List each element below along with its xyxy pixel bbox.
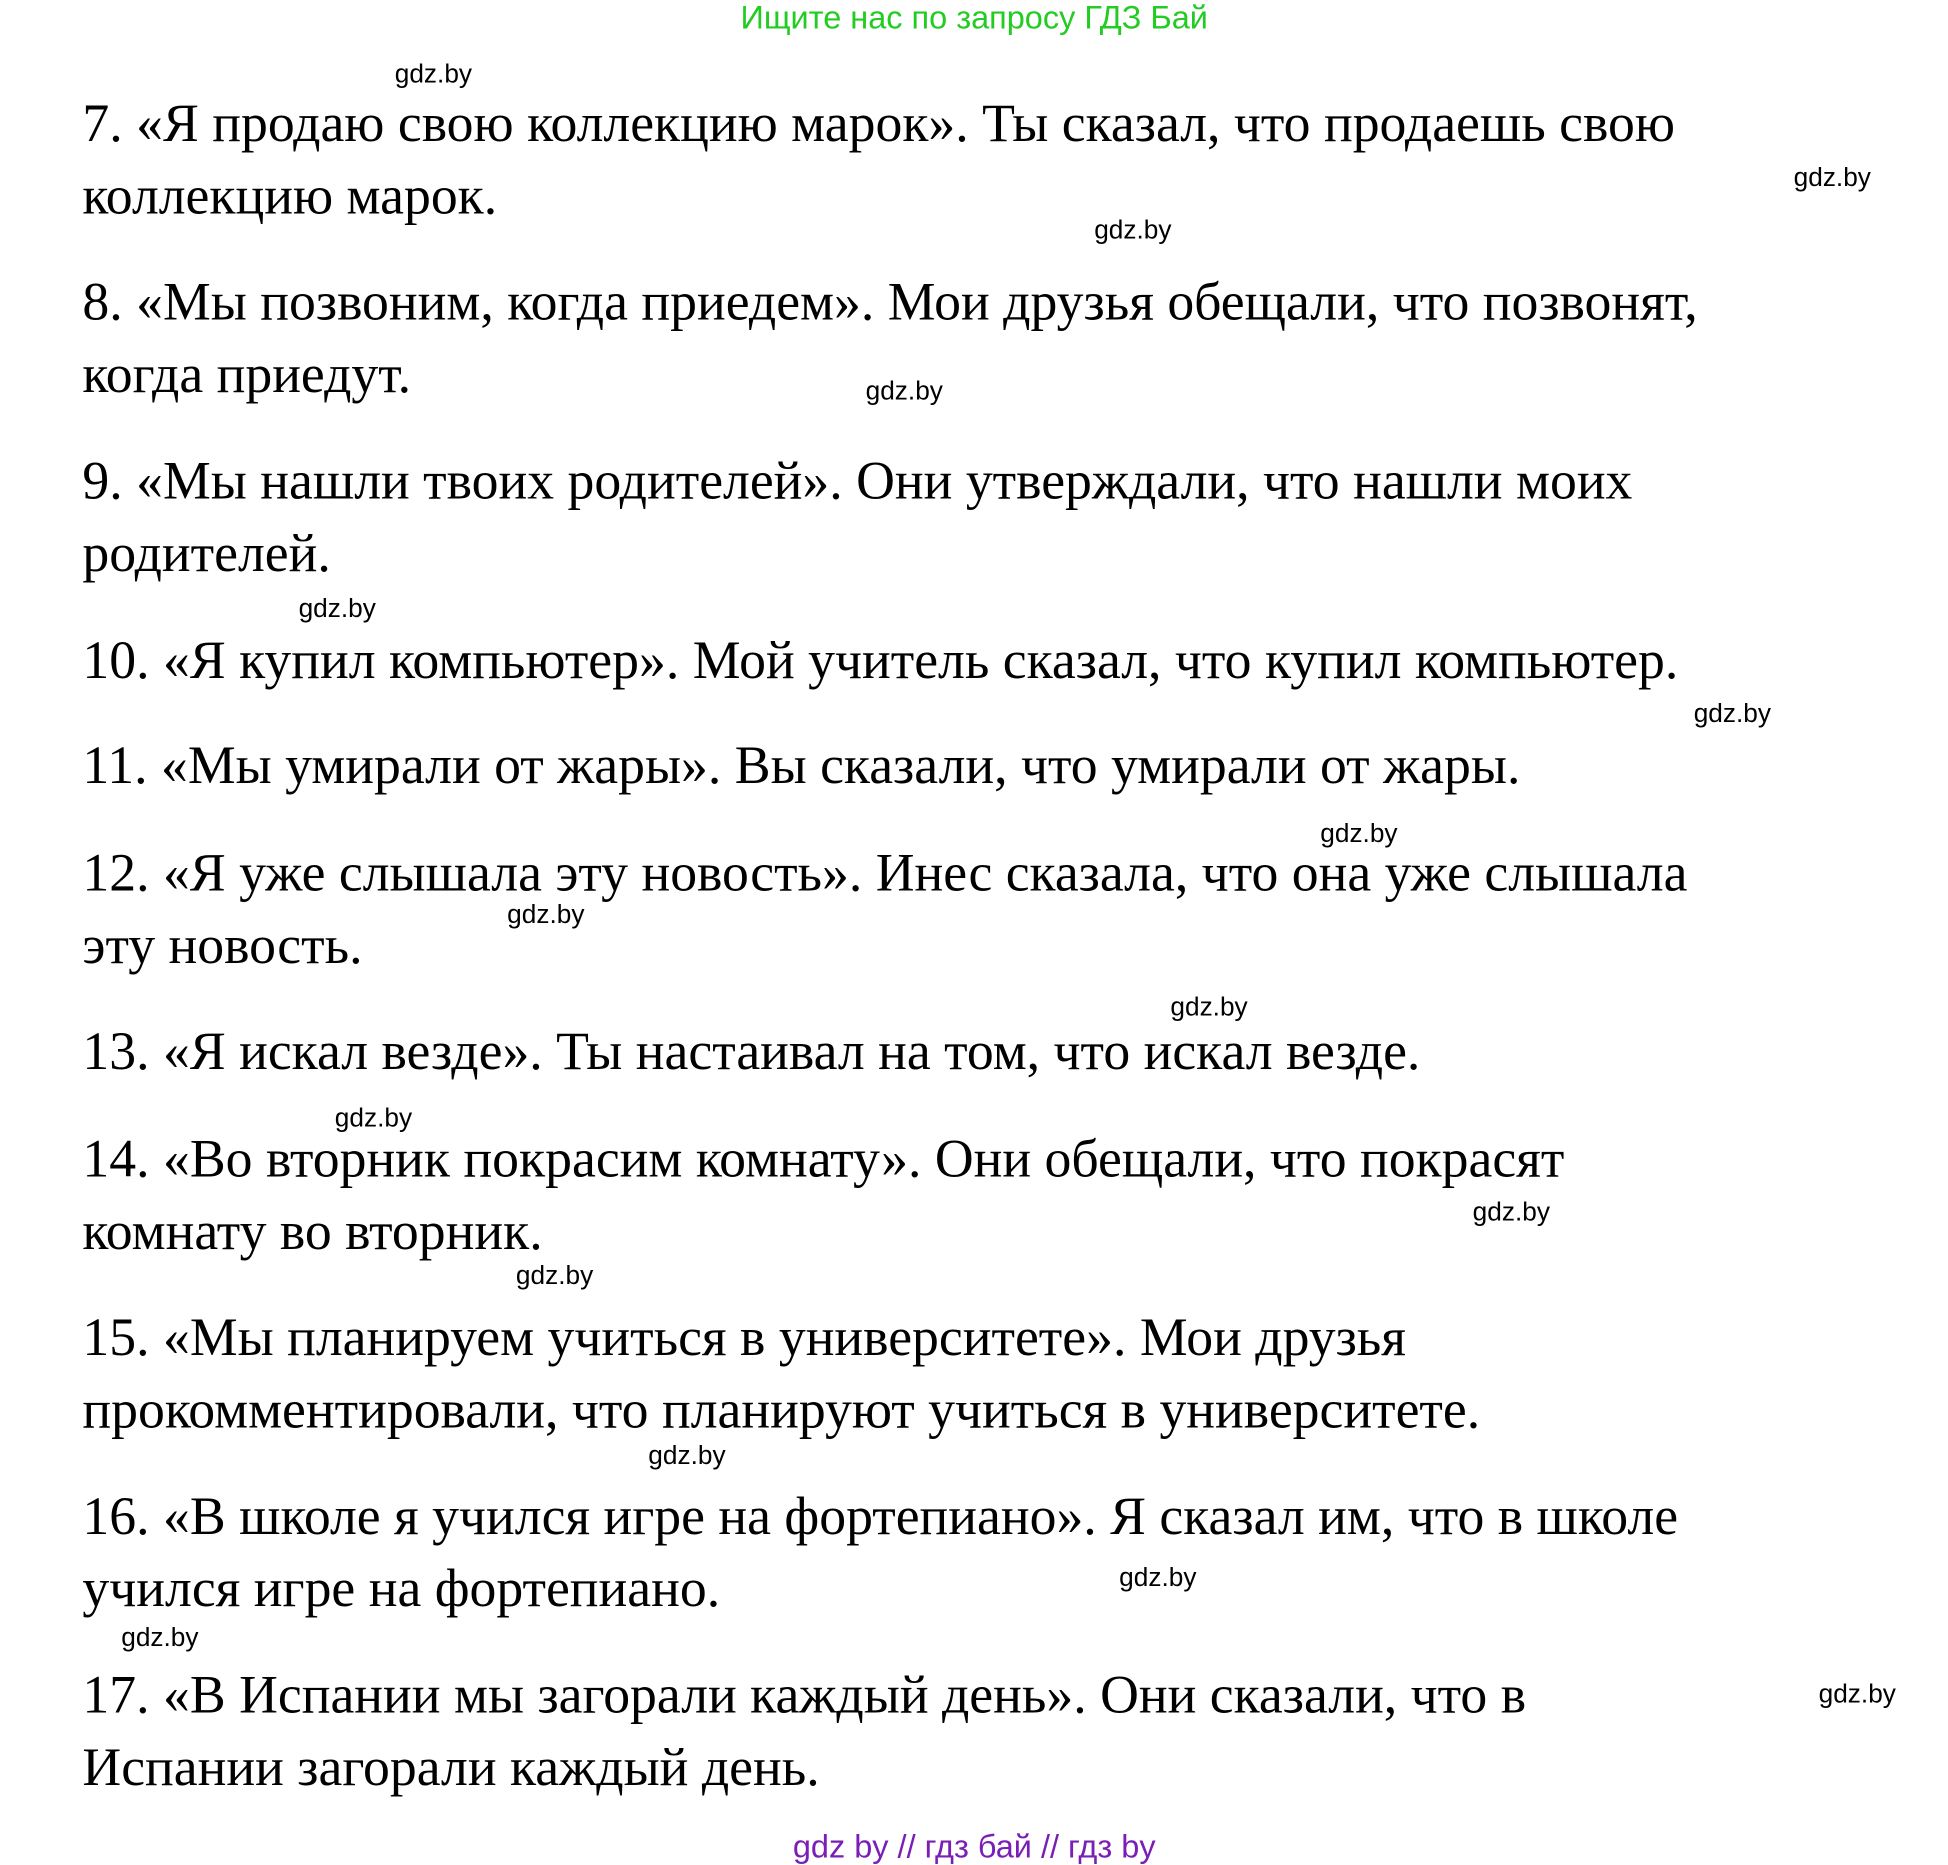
answer-line: комнату во вторник. bbox=[82, 1202, 543, 1262]
watermark: gdz.by bbox=[865, 377, 943, 406]
answer-line: когда приедут. bbox=[82, 345, 412, 405]
watermark: gdz.by bbox=[1094, 216, 1172, 245]
watermark: gdz.by bbox=[648, 1441, 726, 1471]
answer-line: Испании загорали каждый день. bbox=[82, 1738, 820, 1798]
answer-line: 11. «Мы умирали от жары». Вы сказали, что умирали от жары. bbox=[82, 736, 1521, 796]
watermark: gdz.by bbox=[515, 1261, 594, 1291]
answer-line: учился игре на фортепиано. bbox=[82, 1560, 721, 1619]
answer-line: 14. «Во вторник покрасим комнату». Они обещали, что покрасят bbox=[82, 1130, 1565, 1190]
answer-line: 10. «Я купил компьютер». Мой учитель сказал, что купил компьютер. bbox=[82, 631, 1679, 691]
watermark: gdz.by bbox=[121, 1623, 199, 1653]
watermark: gdz.by bbox=[1119, 1563, 1197, 1593]
answer-line: 12. «Я уже слышала эту новость». Инес сказала, что она уже слышала bbox=[82, 844, 1688, 904]
answer-line: 9. «Мы нашли твоих родителей». Они утверждали, что нашли моих bbox=[82, 452, 1633, 511]
watermark: gdz.by bbox=[298, 594, 376, 624]
watermark: gdz.by bbox=[1320, 819, 1398, 849]
footer-banner: gdz by // гдз бай // гдз by bbox=[792, 1827, 1156, 1865]
watermark: gdz.by bbox=[1472, 1197, 1550, 1227]
answer-line: родителей. bbox=[82, 524, 331, 584]
answer-line: 7. «Я продаю свою коллекцию марок». Ты сказал, что продаешь свою bbox=[82, 94, 1675, 154]
answer-line: эту новость. bbox=[82, 916, 363, 976]
header-banner: Ищите нас по запросу ГДЗ Бай bbox=[740, 0, 1208, 37]
answer-line: 8. «Мы позвоним, когда приедем». Мои друзья обещали, что позвонят, bbox=[82, 273, 1698, 333]
watermark: gdz.by bbox=[1693, 699, 1772, 729]
watermark: gdz.by bbox=[1170, 992, 1248, 1022]
watermark: gdz.by bbox=[1793, 163, 1871, 193]
watermark: gdz.by bbox=[334, 1104, 413, 1133]
answer-line: 16. «В школе я учился игре на фортепиано». Я сказал им, что в школе bbox=[82, 1487, 1679, 1547]
answer-line: 15. «Мы планируем учиться в университете». Мои друзья bbox=[82, 1308, 1407, 1368]
answer-line: 17. «В Испании мы загорали каждый день». Они сказали, что в bbox=[82, 1666, 1527, 1725]
watermark: gdz.by bbox=[394, 59, 473, 89]
watermark: gdz.by bbox=[507, 900, 585, 930]
watermark: gdz.by bbox=[1818, 1679, 1896, 1709]
answer-line: 13. «Я искал везде». Ты настаивал на том, что искал везде. bbox=[82, 1022, 1421, 1082]
answer-line: коллекцию марок. bbox=[82, 167, 498, 227]
answer-line: прокомментировали, что планируют учиться в университете. bbox=[82, 1381, 1481, 1441]
